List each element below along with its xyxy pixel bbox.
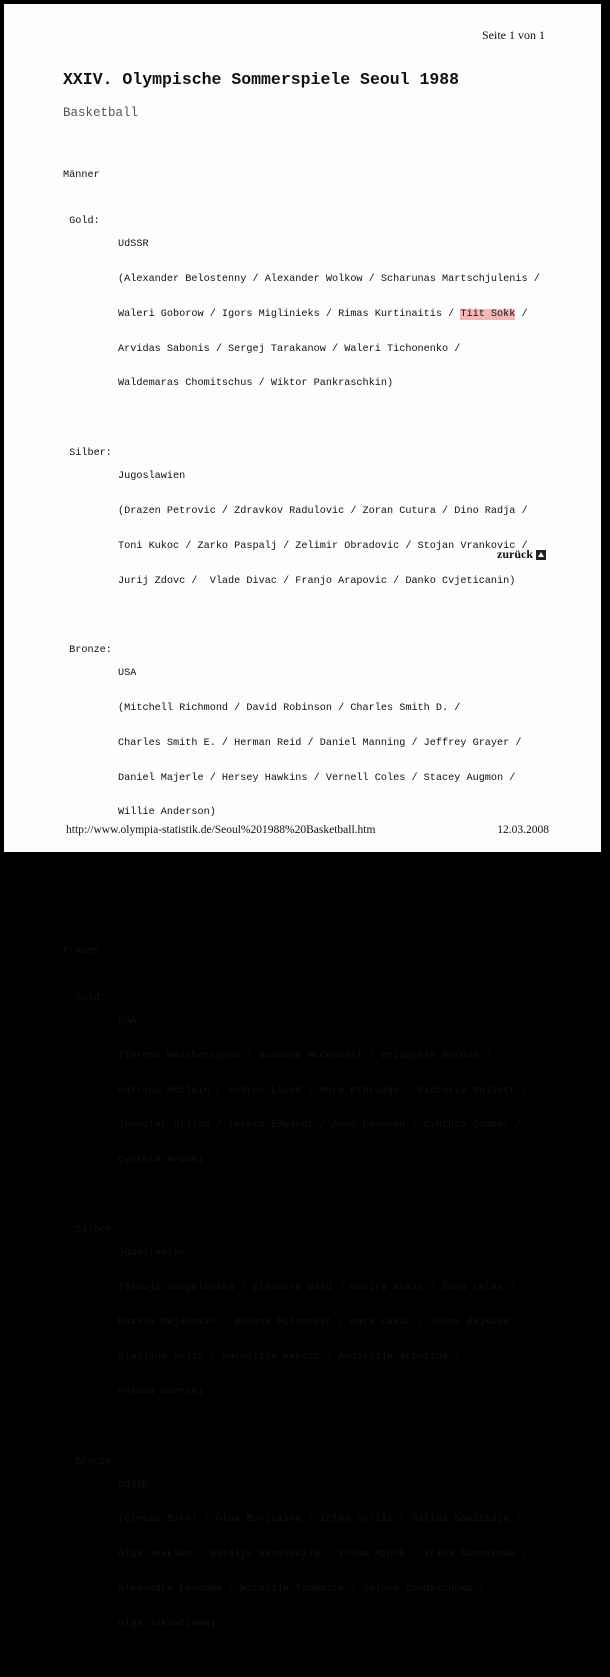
roster-line: (Stonja Vangelovska / Eleonora Wild / Danira Nakic / Zana Lelas / — [118, 1282, 516, 1294]
highlighted-player: Tiit Sokk — [460, 308, 516, 320]
roster-line: Willie Anderson) — [118, 807, 216, 819]
roster-line: Alexandra Leonowa / Witalija Tuomaite / Jelena Chudaschowa / — [118, 1584, 485, 1596]
roster-line: Charles Smith E. / Herman Reid / Daniel Manning / Jeffrey Grayer / — [118, 737, 522, 749]
medal-label-silver: Silber: — [63, 448, 112, 460]
team-roster — [118, 1225, 563, 1422]
medal-label-bronze: Bronze: — [63, 645, 112, 657]
section-gap — [63, 877, 563, 900]
roster-line: Arvidas Sabonis / Sergej Tarakanow / Waleri Tichonenko / — [118, 343, 461, 355]
document-page — [4, 4, 601, 1630]
roster-line: Jurij Zdovc / Vlade Divac / Franjo Arapovic / Danko Cvjeticanin) — [118, 575, 516, 587]
page-number-label: Seite 1 von 1 — [482, 28, 545, 42]
roster-line: Polona Dornik) — [118, 1386, 204, 1398]
medal-label-gold: Gold: — [63, 216, 100, 228]
up-arrow-icon[interactable] — [536, 550, 546, 560]
team-country: Jugoslawien — [118, 471, 186, 483]
men-silver-entry — [63, 448, 563, 610]
team-country: USA — [118, 1015, 137, 1027]
roster-text: Waleri Goborow / Igors Miglinieks / Rimas Kurtinaitis / — [118, 308, 461, 320]
roster-line: Cynthia Brown) — [118, 1155, 204, 1167]
team-roster — [118, 645, 563, 842]
roster-line: Olga Jakowljewa) — [118, 1618, 216, 1630]
medal-label-bronze: Bronze: — [63, 1456, 119, 1468]
roster-line — [118, 309, 563, 321]
roster-line: Olga Jewkowa / Natalja Sasulskaja / Irina Minch / Irina Sumnikowa / — [118, 1549, 528, 1561]
team-roster — [118, 448, 563, 610]
sport-subtitle: Basketball — [63, 106, 139, 120]
roster-line: (Olessa Barel / Olga Burjakina / Irina Gerliz / Galina Sawizkaja / — [118, 1514, 522, 1526]
team-country: UdSSR — [118, 1479, 149, 1491]
team-country: UdSSR — [118, 239, 149, 251]
roster-line: (Teresa Weatherspoon / Suzanne McConnell / Bridgette Gordon / — [118, 1050, 491, 1062]
roster-line: Waldemaras Chomitschus / Wiktor Pankraschkin) — [118, 378, 394, 390]
men-bronze-entry — [63, 645, 563, 842]
team-roster — [118, 1457, 563, 1654]
medal-label-gold: Gold: — [63, 992, 106, 1004]
roster-line: Razija Mujanovic / Bojana Milosevic / Mara Lakic / Vesna Bajkusa / — [118, 1317, 522, 1329]
women-heading: Frauen — [63, 946, 100, 958]
team-country: Jugoslawien — [118, 1247, 186, 1259]
team-roster — [118, 216, 563, 413]
team-country: USA — [118, 668, 137, 680]
men-gold-entry — [63, 216, 563, 413]
roster-line: (Mitchell Richmond / David Robinson / Charles Smith D. / — [118, 703, 461, 715]
roster-line: (Drazen Petrovic / Zdravkov Radulovic / Zoran Cutura / Dino Radja / — [118, 506, 528, 517]
women-silver-entry — [63, 1225, 563, 1422]
page-title: XXIV. Olympische Sommerspiele Seoul 1988 — [63, 70, 460, 89]
footer-url: http://www.olympia-statistik.de/Seoul%201988%20Basketball.htm — [66, 824, 376, 836]
back-link-label[interactable]: zurück — [497, 547, 533, 561]
back-link[interactable] — [497, 547, 546, 562]
men-heading: Männer — [63, 169, 100, 181]
team-roster — [118, 993, 563, 1190]
roster-line: (Alexander Belostenny / Alexander Wolkow / Scharunas Martschjulenis / — [118, 274, 540, 286]
results-list — [63, 135, 563, 1677]
footer-date: 12.03.2008 — [497, 824, 549, 836]
roster-line: Toni Kukoc / Zarko Paspalj / Zelimir Obradovic / Stojan Vrankovic / — [118, 540, 528, 552]
roster-line: Sladjana Golic / Kornelija Kvesic / Andjelija Arbutina / — [118, 1352, 461, 1364]
roster-text: / — [515, 308, 528, 320]
women-bronze-entry — [63, 1457, 563, 1654]
roster-line: Daniel Majerle / Hersey Hawkins / Vernell Coles / Stacey Augmon / — [118, 772, 516, 784]
roster-line: Jennifer Gillom / Teresa Edwards / Anne Donovan / Cynthia Cooper / — [118, 1120, 522, 1132]
women-gold-entry — [63, 993, 563, 1190]
roster-line: Katrina McClain / Andrea Lloyd / Mary Ethridge / Victoria Bullett / — [118, 1085, 528, 1097]
medal-label-silver: Silber: — [63, 1224, 119, 1236]
